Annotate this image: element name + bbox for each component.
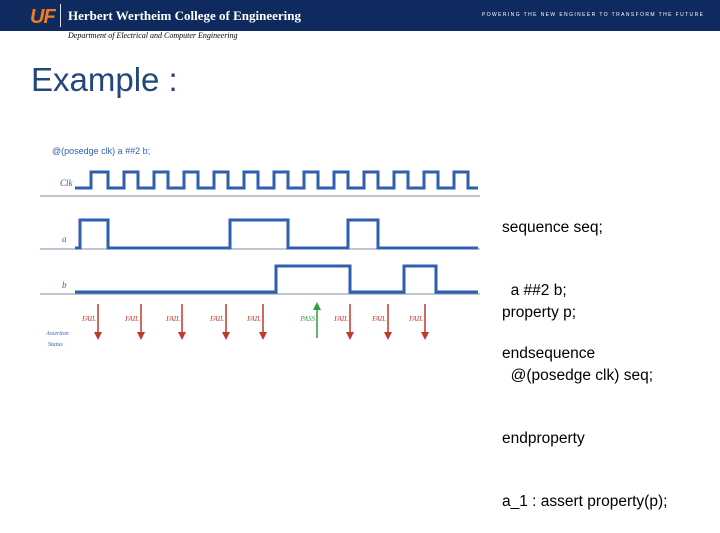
fail-label: FAIL	[82, 315, 96, 323]
guide-lines	[40, 196, 480, 294]
code-line: endproperty	[502, 430, 585, 447]
fail-label: FAIL	[210, 315, 224, 323]
fail-marker	[246, 304, 267, 340]
arrow-down-icon	[259, 332, 267, 340]
a-waveform	[75, 220, 478, 248]
property-code-block	[502, 260, 667, 533]
arrow-down-icon	[346, 332, 354, 340]
fail-label: FAIL	[247, 315, 261, 323]
timing-diagram	[40, 132, 480, 358]
arrow-down-icon	[421, 332, 429, 340]
code-line: property p;	[502, 304, 577, 321]
fail-label: FAIL	[125, 315, 139, 323]
uf-logo: UF	[30, 6, 55, 28]
assertion-status-markers	[81, 302, 429, 340]
slide-title: Example :	[31, 61, 178, 98]
arrow-down-icon	[94, 332, 102, 340]
code-line: a_1 : assert property(p);	[502, 493, 668, 510]
arrow-down-icon	[178, 332, 186, 340]
fail-label: FAIL	[166, 315, 180, 323]
code-line: a ##2 b;	[502, 282, 567, 299]
signal-label-clk: Clk	[60, 178, 73, 188]
code-line: endsequence	[502, 345, 596, 362]
b-waveform	[75, 266, 478, 292]
fail-label: FAIL	[334, 315, 348, 323]
arrow-up-icon	[313, 302, 321, 310]
fail-marker	[371, 304, 392, 340]
assertion-label: Assertion	[46, 331, 69, 337]
signal-label-a: a	[62, 234, 67, 244]
fail-marker	[209, 304, 230, 340]
fail-label: FAIL	[409, 315, 423, 323]
department-name: Department of Electrical and Computer Engineering	[68, 31, 238, 40]
header-tagline: POWERING THE NEW ENGINEER TO TRANSFORM THE FUTURE	[482, 12, 705, 18]
fail-marker	[165, 304, 186, 340]
fail-marker	[81, 304, 102, 340]
pass-label: PASS	[300, 315, 315, 323]
college-name: Herbert Wertheim College of Engineering	[68, 8, 301, 23]
fail-marker	[333, 304, 354, 340]
header-divider	[60, 4, 61, 27]
arrow-down-icon	[384, 332, 392, 340]
arrow-down-icon	[222, 332, 230, 340]
signal-label-b: b	[62, 280, 67, 290]
clk-waveform	[75, 172, 478, 188]
fail-marker	[124, 304, 145, 340]
fail-marker	[408, 304, 429, 340]
diagram-caption: @(posedge clk) a ##2 b;	[52, 146, 151, 156]
pass-marker	[299, 302, 321, 338]
code-line: sequence seq;	[502, 219, 603, 236]
header-bar	[0, 0, 720, 31]
status-label: Status	[48, 342, 63, 348]
fail-label: FAIL	[372, 315, 386, 323]
code-line: @(posedge clk) seq;	[502, 367, 653, 384]
arrow-down-icon	[137, 332, 145, 340]
